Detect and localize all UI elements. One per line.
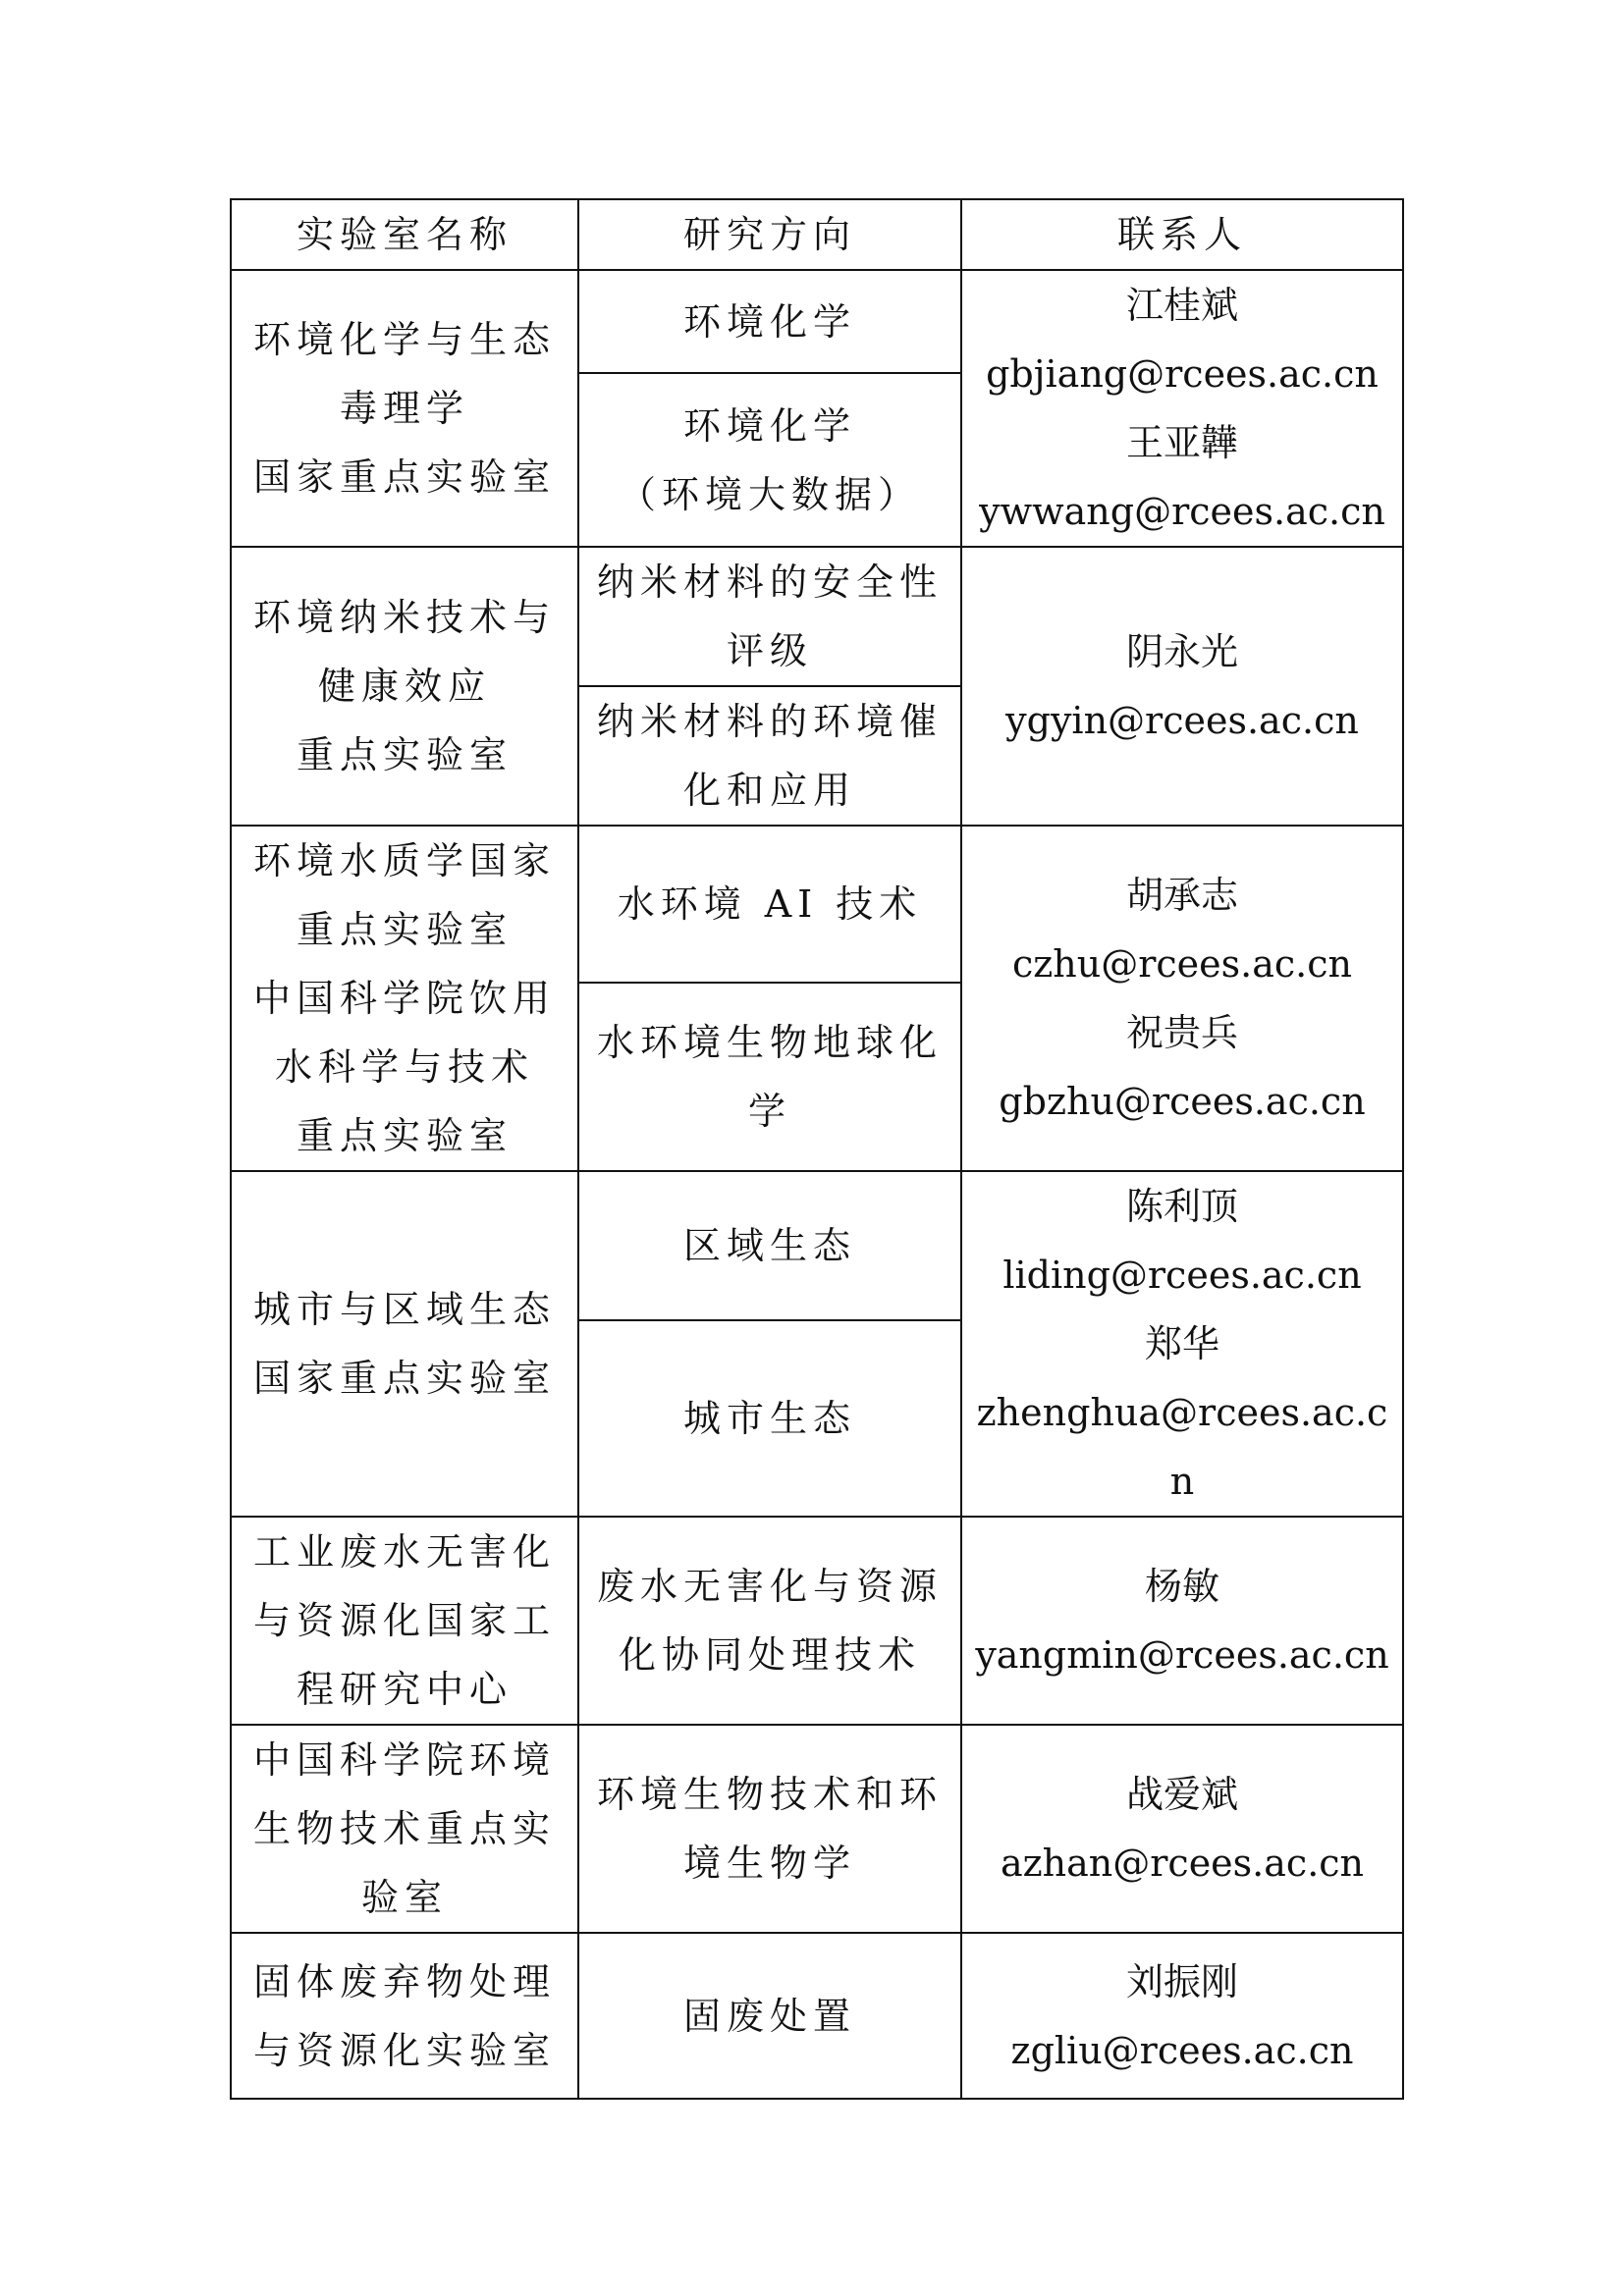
direction-line: 水环境生物地球化: [596, 1021, 943, 1064]
direction-line: 废水无害化与资源: [596, 1565, 943, 1608]
lab-name-line: 毒理学: [339, 387, 469, 430]
lab-name-line: 健康效应: [317, 665, 491, 708]
contact-person: 阴永光: [1125, 630, 1238, 673]
contact-cell: [961, 547, 1403, 826]
lab-name-line: 环境纳米技术与: [252, 596, 556, 639]
research-direction-cell: [578, 983, 961, 1171]
contact-person: 陈利顶: [1125, 1185, 1238, 1228]
research-direction-cell: [578, 373, 961, 547]
direction-line: 水环境 AI 技术: [617, 882, 923, 926]
contact-cell: [961, 1725, 1403, 1933]
lab-name-line: 重点实验室: [296, 733, 513, 776]
lab-name-line: 中国科学院环境: [252, 1738, 556, 1782]
contact-person: 祝贵兵: [1125, 1011, 1238, 1054]
lab-name-line: 水科学与技术: [274, 1045, 534, 1089]
lab-name-cell: [231, 1933, 578, 2099]
contact-cell: [961, 1517, 1403, 1725]
direction-line: 学: [747, 1090, 791, 1133]
lab-name-cell: [231, 1171, 578, 1517]
contact-person: 郑华: [1144, 1322, 1219, 1365]
table-header-row: [231, 199, 1403, 270]
lab-name-line: 中国科学院饮用: [252, 977, 556, 1020]
contact-email: ygyin@rcees.ac.cn: [1005, 699, 1359, 742]
lab-name-cell: [231, 1725, 578, 1933]
direction-line: 区域生态: [682, 1223, 856, 1267]
lab-name-line: 重点实验室: [296, 908, 513, 951]
header-lab-name: 实验室名称: [231, 199, 578, 270]
lab-name-line: 与资源化实验室: [252, 2028, 556, 2072]
research-direction-cell: [578, 826, 961, 983]
lab-table: [230, 198, 1404, 2100]
lab-name-line: 工业废水无害化: [252, 1530, 556, 1574]
lab-name-line: 国家重点实验室: [252, 455, 556, 499]
research-direction-cell: [578, 1725, 961, 1933]
research-direction-cell: [578, 1320, 961, 1517]
contact-email: gbjiang@rcees.ac.cn: [986, 352, 1379, 396]
research-direction-cell: [578, 270, 961, 373]
research-direction-cell: [578, 547, 961, 686]
direction-line: 境生物学: [682, 1842, 856, 1885]
lab-name-cell: [231, 826, 578, 1171]
contact-email: azhan@rcees.ac.cn: [1000, 1842, 1365, 1885]
header-research-direction: 研究方向: [578, 199, 961, 270]
research-direction-cell: [578, 1171, 961, 1320]
lab-name-line: 城市与区域生态: [252, 1288, 556, 1331]
contact-email: ywwang@rcees.ac.cn: [979, 490, 1385, 533]
contact-person: 胡承志: [1125, 874, 1238, 917]
lab-name-cell: [231, 547, 578, 826]
contact-cell: [961, 270, 1403, 547]
direction-line: 城市生态: [682, 1396, 856, 1440]
contact-person: 王亚韡: [1125, 421, 1238, 464]
direction-line: 纳米材料的安全性: [596, 561, 943, 604]
table-row: [231, 826, 1403, 983]
table-row: [231, 270, 1403, 373]
direction-line: 环境化学: [682, 403, 856, 448]
lab-name-line: 固体废弃物处理: [252, 1959, 556, 2003]
research-direction-cell: [578, 686, 961, 826]
contact-email: liding@rcees.ac.cn: [1002, 1254, 1362, 1297]
direction-line: 化协同处理技术: [618, 1633, 921, 1677]
lab-name-line: 验室: [360, 1876, 448, 1919]
contact-person: 刘振刚: [1125, 1959, 1238, 2003]
direction-line: 固废处置: [682, 1994, 856, 2038]
direction-line: 环境生物技术和环: [596, 1773, 943, 1816]
contact-email: czhu@rcees.ac.cn: [1011, 942, 1353, 986]
contact-cell: [961, 1933, 1403, 2099]
contact-person: 江桂斌: [1125, 284, 1238, 327]
direction-line: 化和应用: [682, 769, 856, 812]
header-contact: 联系人: [961, 199, 1403, 270]
contact-person: 战爱斌: [1125, 1773, 1238, 1816]
contact-email: zgliu@rcees.ac.cn: [1010, 2028, 1354, 2072]
contact-email: gbzhu@rcees.ac.cn: [999, 1080, 1366, 1123]
lab-name-cell: [231, 1517, 578, 1725]
lab-name-line: 环境化学与生态: [252, 318, 556, 361]
direction-line: 评级: [726, 629, 813, 672]
direction-line: 纳米材料的环境催: [596, 700, 943, 743]
table-row: [231, 1933, 1403, 2099]
contact-cell: [961, 1171, 1403, 1517]
lab-name-line: 程研究中心: [296, 1668, 513, 1711]
table-row: [231, 547, 1403, 686]
lab-name-cell: [231, 270, 578, 547]
lab-name-line: 重点实验室: [296, 1114, 513, 1157]
direction-line: （环境大数据）: [618, 472, 921, 516]
lab-name-line: 生物技术重点实: [252, 1807, 556, 1850]
lab-name-line: 国家重点实验室: [252, 1357, 556, 1400]
lab-name-line: 环境水质学国家: [252, 839, 556, 882]
research-direction-cell: [578, 1517, 961, 1725]
direction-line: 环境化学: [682, 299, 856, 344]
contact-email: zhenghua@rcees.ac.cn: [976, 1391, 1388, 1503]
contact-cell: [961, 826, 1403, 1171]
research-direction-cell: [578, 1933, 961, 2099]
table-row: [231, 1171, 1403, 1320]
table-row: [231, 1725, 1403, 1933]
table-row: [231, 1517, 1403, 1725]
contact-email: yangmin@rcees.ac.cn: [975, 1633, 1389, 1677]
contact-person: 杨敏: [1144, 1565, 1219, 1608]
lab-name-line: 与资源化国家工: [252, 1599, 556, 1642]
